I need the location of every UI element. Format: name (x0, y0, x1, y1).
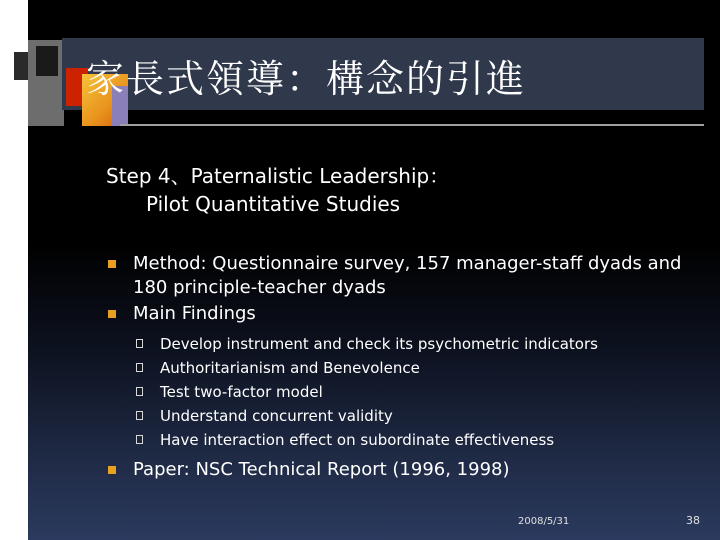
square-bullet-icon (108, 310, 116, 318)
hollow-square-bullet-icon (136, 387, 143, 396)
sub-bullet-list (108, 332, 688, 452)
sub-list-item (108, 332, 688, 356)
decorative-block (36, 46, 58, 76)
sub-bullet-text: Have interaction effect on subordinate effectiveness (160, 431, 555, 449)
sub-list-item (108, 404, 688, 428)
hollow-square-bullet-icon (136, 411, 143, 420)
decorative-block (14, 52, 28, 80)
hollow-square-bullet-icon (136, 363, 143, 372)
bullet-text: Main Findings (133, 303, 256, 324)
bullet-list (108, 252, 688, 484)
bullet-text: Method: Questionnaire survey, 157 manager-staff dyads and 180 principle-teacher dyads (133, 253, 682, 298)
square-bullet-icon (108, 260, 116, 268)
slide-title: 家長式領導：構念的引進 (86, 57, 527, 101)
title-divider (120, 124, 704, 126)
list-item (108, 458, 688, 482)
sub-bullet-text: Test two-factor model (160, 383, 323, 401)
sub-list-item (108, 356, 688, 380)
square-bullet-icon (108, 466, 116, 474)
left-margin-strip (0, 0, 28, 540)
sub-list-item (108, 428, 688, 452)
page-number: 38 (686, 514, 700, 527)
step-heading-line2: Pilot Quantitative Studies (146, 192, 401, 216)
hollow-square-bullet-icon (136, 435, 143, 444)
list-item (108, 302, 688, 326)
step-heading-line1: Step 4、Paternalistic Leadership： (106, 164, 450, 188)
bullet-text: Paper: NSC Technical Report (1996, 1998) (133, 459, 510, 480)
hollow-square-bullet-icon (136, 339, 143, 348)
sub-bullet-text: Authoritarianism and Benevolence (160, 359, 420, 377)
footer-date: 2008/5/31 (518, 516, 570, 527)
list-item (108, 252, 688, 300)
step-heading (106, 162, 449, 218)
sub-bullet-text: Understand concurrent validity (160, 407, 393, 425)
sub-bullet-text: Develop instrument and check its psychometric indicators (160, 335, 598, 353)
sub-list-item (108, 380, 688, 404)
